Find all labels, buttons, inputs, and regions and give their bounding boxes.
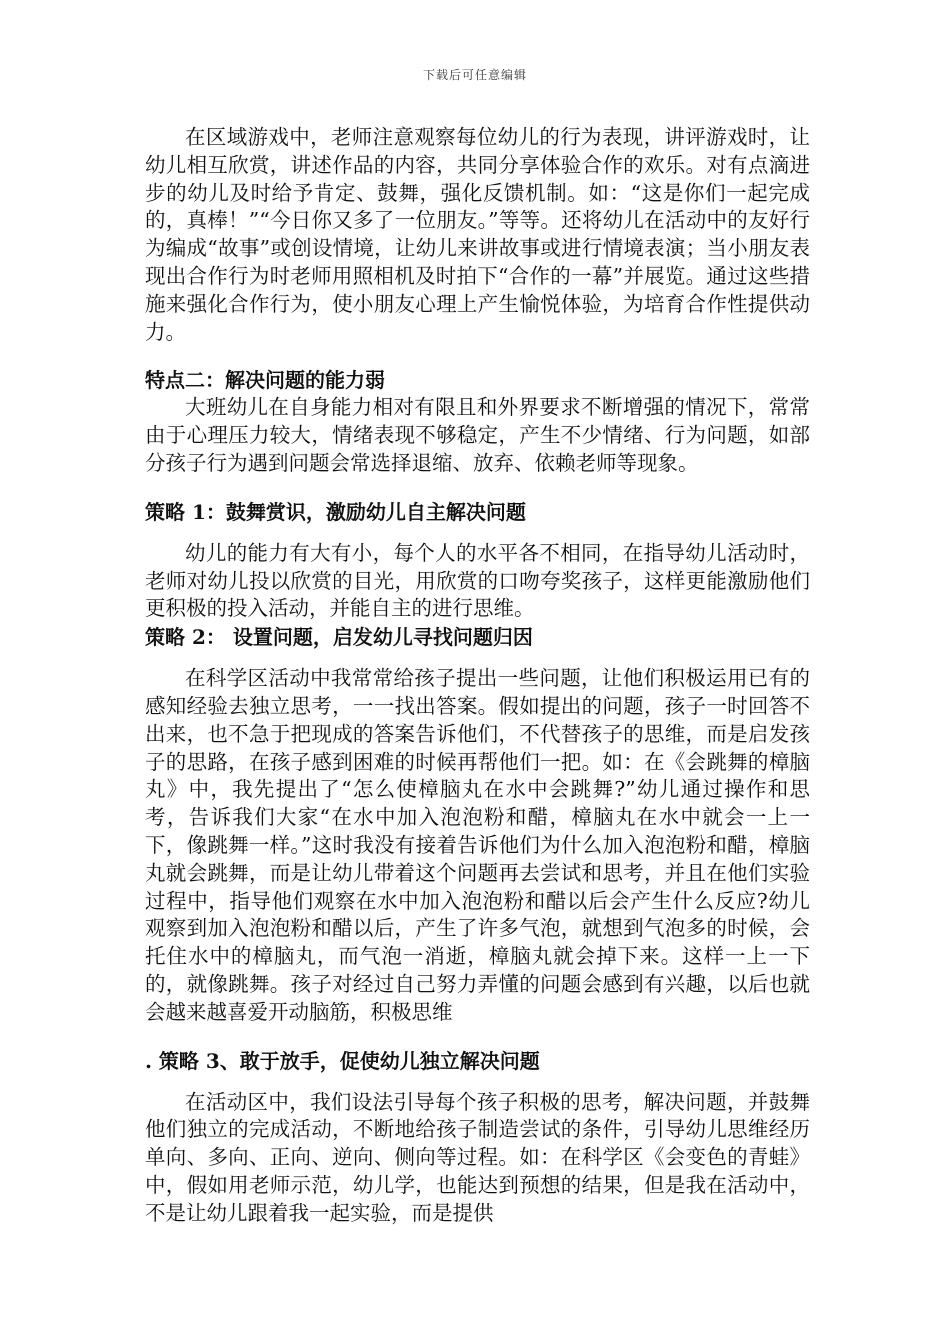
paragraph-problem-solving: 大班幼儿在自身能力相对有限且和外界要求不断增强的情况下，常常由于心理压力较大，情绪表现不够稳定，产生不少情绪、行为问题，如部分孩子行为遇到问题会常选择退缩、放弃、依赖老师等现象。 <box>145 395 810 475</box>
document-body <box>145 124 810 1228</box>
paragraph-strategy-2: 在科学区活动中我常常给孩子提出一些问题，让他们积极运用已有的感知经验去独立思考，一一找出答案。假如提出的问题，孩子一时回答不出来，也不急于把现成的答案告诉他们，不代替孩子的思维，而是启发孩子的思路，在孩子感到困难的时候再帮他们一把。如：在《会跳舞的樟脑丸》中，我先提出了“怎么使樟脑丸在水中会跳舞?”幼儿通过操作和思考，告诉我们大家“在水中加入泡泡粉和醋，樟脑丸在水中就会一上一下，像跳舞一样。”这时我没有接着告诉他们为什么加入泡泡粉和醋，樟脑丸就会跳舞，而是让幼儿带着这个问题再去尝试和思考，并且在他们实验过程中，指导他们观察在水中加入泡泡粉和醋以后会产生什么反应?幼儿观察到加入泡泡粉和醋以后，产生了许多气泡，就想到气泡多的时候，会托住水中的樟脑丸，而气泡一消逝，樟脑丸就会掉下来。这样一上一下的，就像跳舞。孩子对经过自己努力弄懂的问题会感到有兴趣，以后也就会越来越喜爱开动脑筋，积极思维 <box>145 666 810 1024</box>
heading-strategy-2: 策略 2： 设置问题，启发幼儿寻找问题归因 <box>145 625 533 650</box>
page-header: 下载后可任意编辑 <box>422 68 527 82</box>
paragraph-strategy-3: 在活动区中，我们设法引导每个孩子积极的思考，解决问题，并鼓舞他们独立的完成活动，不断地给孩子制造尝试的条件，引导幼儿思维经历单向、多向、正向、逆向、侧向等过程。如：在科学区《会变色的青蛙》中，假如用老师示范，幼儿学，也能达到预想的结果，但是我在活动中，不是让幼儿跟着我一起实验，而是提供 <box>145 1089 810 1225</box>
paragraph-strategy-1: 幼儿的能力有大有小，每个人的水平各不相同，在指导幼儿活动时，老师对幼儿投以欣赏的目光，用欣赏的口吻夸奖孩子，这样更能激励他们更积极的投入活动，并能自主的进行思维。 <box>145 540 810 621</box>
heading-strategy-1: 策略 1：鼓舞赏识，激励幼儿自主解决问题 <box>145 499 526 524</box>
heading-strategy-3: . 策略 3、敢于放手，促使幼儿独立解决问题 <box>145 1048 540 1073</box>
heading-feature-two: 特点二：解决问题的能力弱 <box>145 368 385 393</box>
paragraph-cooperation: 在区域游戏中，老师注意观察每位幼儿的行为表现，讲评游戏时，让幼儿相互欣赏，讲述作品的内容，共同分享体验合作的欢乐。对有点滴进步的幼儿及时给予肯定、鼓舞，强化反馈机制。如：“这是你们一起完成的，真棒！”“今日你又多了一位朋友。”等等。还将幼儿在活动中的友好行为编成“故事”或创设情境，让幼儿来讲故事或进行情境表演；当小朋友表现出合作行为时老师用照相机及时拍下“合作的一幕”并展览。通过这些措施来强化合作行为，使小朋友心理上产生愉悦体验，为培育合作性提供动力。 <box>145 125 810 344</box>
